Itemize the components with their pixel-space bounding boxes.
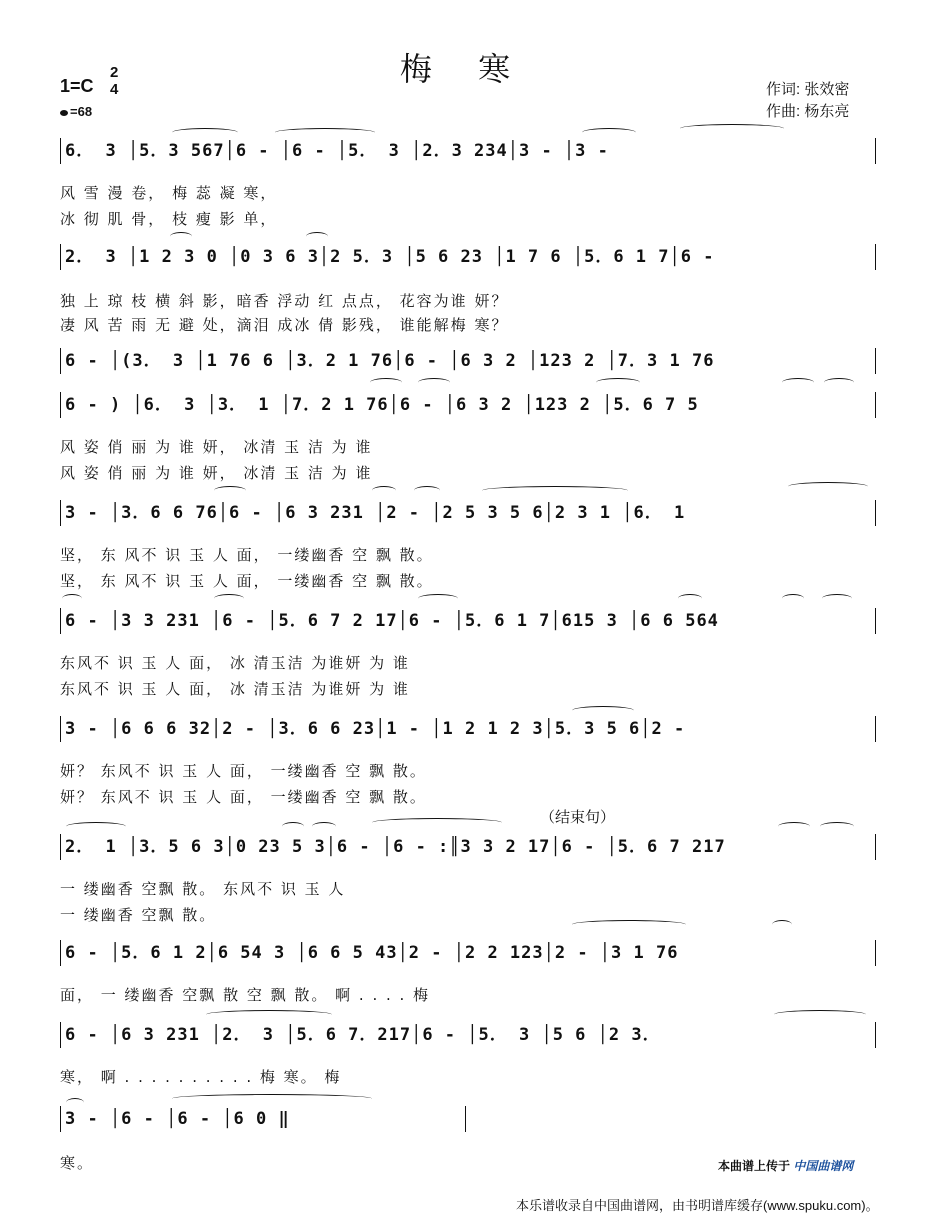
notation-row-5: 3 - │3．6 6 76│6 - │6 3 231 │2 - │2 5 3 5 6│2 3 1 │6． 1 xyxy=(60,500,876,526)
tempo-marking xyxy=(60,104,92,119)
slur xyxy=(170,232,192,241)
composer-credit: 作曲: 杨东亮 xyxy=(766,103,850,120)
lyric-line-1b: 冰 彻 肌 骨， 枝 瘦 影 单， xyxy=(60,210,278,228)
lyric-line-2b: 凄 风 苦 雨 无 避 处，滴泪 成冰 倩 影残， 谁能解梅 寒？ xyxy=(60,316,509,334)
lyric-line-4a: 风 姿 俏 丽 为 谁 妍， 冰清 玉 洁 为 谁 xyxy=(60,438,373,456)
quarter-note-icon xyxy=(60,110,68,116)
lyric-line-6a: 东风不 识 玉 人 面， 冰 清玉洁 为谁妍 为 谁 xyxy=(60,654,410,672)
notation-row-3: 6 - │(3． 3 │1 76 6 │3．2 1 76│6 - │6 3 2 │123 2 │7．3 1 76 xyxy=(60,348,876,374)
lyricist-credit: 作词: 张效密 xyxy=(766,81,850,98)
slur xyxy=(372,486,396,495)
slur xyxy=(680,124,784,133)
site-logo: 中国曲谱网 xyxy=(793,1159,854,1173)
slur xyxy=(206,1010,332,1019)
slur xyxy=(822,594,852,603)
slur xyxy=(774,1010,866,1019)
notation-row-1: 6． 3 │5．3 567│6 - │6 - │5． 3 │2．3 234│3 - │3 - xyxy=(60,138,876,164)
lyric-line-4b: 风 姿 俏 丽 为 谁 妍， 冰清 玉 洁 为 谁 xyxy=(60,464,373,482)
slur xyxy=(62,594,82,603)
slur xyxy=(372,818,502,827)
lyric-line-9: 面， 一 缕幽香 空飘 散 空 飘 散。 啊 . . . . 梅 xyxy=(60,986,431,1004)
lyric-line-1a: 风 雪 漫 卷， 梅 蕊 凝 寒， xyxy=(60,184,278,202)
lyric-line-7a: 妍？ 东风不 识 玉 人 面， 一缕幽香 空 飘 散。 xyxy=(60,762,427,780)
ending-label: （结束句） xyxy=(540,809,616,826)
lyric-line-2a: 独 上 琼 枝 横 斜 影，暗香 浮动 红 点点， 花容为谁 妍？ xyxy=(60,292,509,310)
key-signature: 1=C xyxy=(60,76,94,96)
lyric-line-5b: 坚， 东 风不 识 玉 人 面， 一缕幽香 空 飘 散。 xyxy=(60,572,434,590)
notation-row-2: 2． 3 │1 2 3 0 │0 3 6 3│2 5．3 │5 6 23 │1 7 6 │5．6 1 7│6 - xyxy=(60,244,876,270)
song-title: 梅 寒 xyxy=(399,50,529,88)
slur xyxy=(572,706,634,715)
slur xyxy=(418,594,458,603)
upload-label: 本曲谱上传于 xyxy=(718,1159,791,1173)
notation-row-10: 6 - │6 3 231 │2． 3 │5．6 7．217│6 - │5． 3 │5 6 │2 3． xyxy=(60,1022,876,1048)
upload-note xyxy=(718,1157,853,1174)
lyric-line-6b: 东风不 识 玉 人 面， 冰 清玉洁 为谁妍 为 谁 xyxy=(60,680,410,698)
lyric-line-7b: 妍？ 东风不 识 玉 人 面， 一缕幽香 空 飘 散。 xyxy=(60,788,427,806)
slur xyxy=(782,378,814,387)
slur xyxy=(772,920,792,929)
lyric-line-11: 寒。 xyxy=(60,1154,95,1172)
slur xyxy=(172,128,238,137)
slur xyxy=(282,822,304,831)
notation-row-7: 3 - │6 6 6 32│2 - │3．6 6 23│1 - │1 2 1 2 3│5．3 5 6│2 - xyxy=(60,716,876,742)
slur xyxy=(370,378,402,387)
slur xyxy=(312,822,336,831)
meter-top: 2 xyxy=(110,64,119,81)
slur xyxy=(275,128,375,137)
slur xyxy=(782,594,804,603)
notation-row-9: 6 - │5．6 1 2│6 54 3 │6 6 5 43│2 - │2 2 123│2 - │3 1 76 xyxy=(60,940,876,966)
slur xyxy=(596,378,640,387)
source-footer: 本乐谱收录自中国曲谱网，由书明谱库缓存(www.spuku.com)。 xyxy=(516,1198,879,1213)
slur xyxy=(788,482,868,491)
slur xyxy=(778,822,810,831)
slur xyxy=(414,486,440,495)
slur xyxy=(306,232,328,241)
notation-row-8: 2． 1 │3．5 6 3│0 23 5 3│6 - │6 - :║3 3 2 17│6 - │5．6 7 217 xyxy=(60,834,876,860)
slur xyxy=(582,128,636,137)
meter-bottom: 4 xyxy=(110,81,119,98)
notation-row-6: 6 - │3 3 231 │6 - │5．6 7 2 17│6 - │5．6 1 7│615 3 │6 6 564 xyxy=(60,608,876,634)
slur xyxy=(172,1094,372,1103)
slur xyxy=(572,920,686,929)
slur xyxy=(820,822,854,831)
slur xyxy=(214,594,244,603)
slur xyxy=(482,486,628,495)
lyric-line-5a: 坚， 东 风不 识 玉 人 面， 一缕幽香 空 飘 散。 xyxy=(60,546,434,564)
time-signature xyxy=(110,64,118,98)
slur xyxy=(214,486,246,495)
notation-row-4: 6 - ) │6． 3 │3． 1 │7．2 1 76│6 - │6 3 2 │123 2 │5．6 7 5 xyxy=(60,392,876,418)
slur xyxy=(824,378,854,387)
slur xyxy=(678,594,702,603)
slur xyxy=(418,378,450,387)
slur xyxy=(66,822,126,831)
notation-row-11: 3 - │6 - │6 - │6 0 ‖ xyxy=(60,1106,466,1132)
tempo-value: =68 xyxy=(70,104,93,119)
lyric-line-10: 寒， 啊 . . . . . . . . . . 梅 寒。 梅 xyxy=(60,1068,342,1086)
lyric-line-8b: 一 缕幽香 空飘 散。 xyxy=(60,906,217,924)
lyric-line-8a: 一 缕幽香 空飘 散。 东风不 识 玉 人 xyxy=(60,880,346,898)
